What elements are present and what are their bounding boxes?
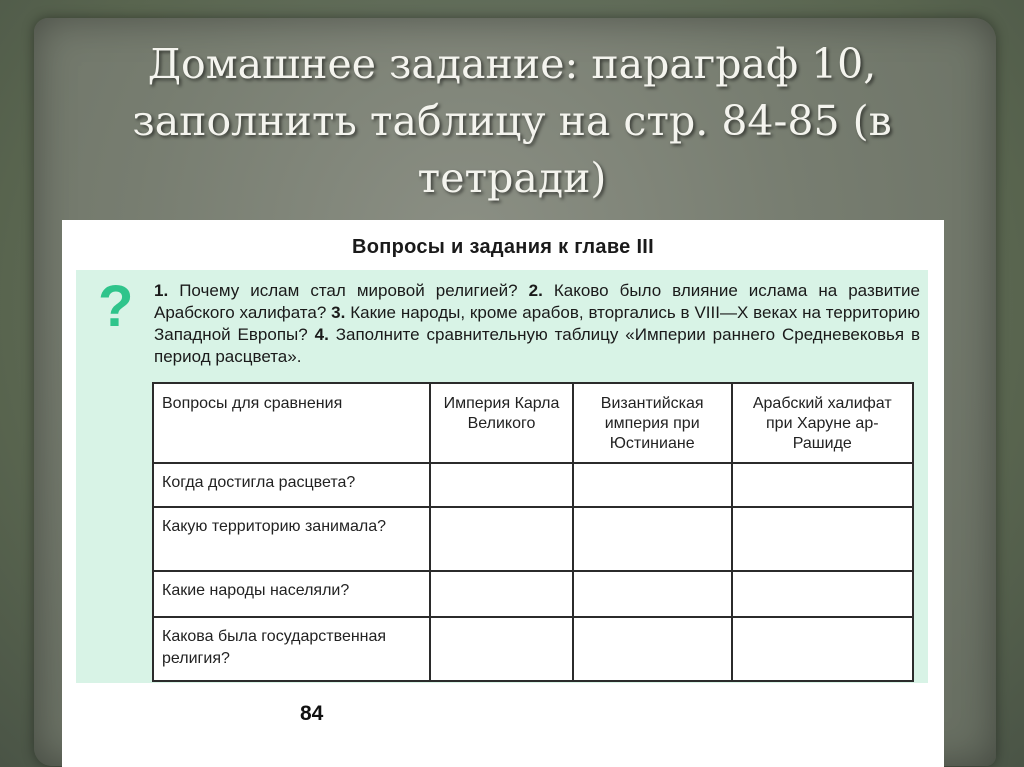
row-question-cell: Какую территорию занимала? bbox=[153, 507, 430, 571]
empty-cell bbox=[430, 617, 573, 681]
question-number: 1. bbox=[154, 281, 169, 300]
chapter-questions-heading: Вопросы и задания к главе III bbox=[351, 236, 655, 258]
table-header-row bbox=[153, 383, 913, 463]
page-number: 84 bbox=[300, 702, 324, 725]
table-header-cell: Вопросы для сравнения bbox=[153, 383, 430, 463]
slide-title-line-3: тетради) bbox=[417, 154, 607, 202]
question-text: Почему ислам стал мировой религией? bbox=[168, 281, 529, 300]
empty-cell bbox=[573, 463, 732, 507]
empty-cell bbox=[732, 507, 913, 571]
row-question-cell: Какие народы населяли? bbox=[153, 571, 430, 617]
question-text: Каково было влияние ислама на развитие Арабского халифата? bbox=[154, 281, 920, 322]
question-number: 4. bbox=[314, 325, 329, 344]
question-text: Какие народы, кроме арабов, вторгались в VIII—X веках на территорию Западной Европы? bbox=[154, 303, 921, 344]
table-row bbox=[153, 507, 913, 571]
empty-cell bbox=[573, 571, 732, 617]
table-row bbox=[153, 571, 913, 617]
empty-cell bbox=[430, 463, 573, 507]
empty-cell bbox=[430, 507, 573, 571]
table-row bbox=[153, 617, 913, 681]
empty-cell bbox=[732, 617, 913, 681]
task-box bbox=[76, 270, 928, 683]
empty-cell bbox=[732, 571, 913, 617]
empty-cell bbox=[732, 463, 913, 507]
question-text: Заполните сравнительную таблицу «Империи раннего Средневековья в период расцвета». bbox=[154, 325, 920, 366]
empty-cell bbox=[430, 571, 573, 617]
row-question-cell: Какова была государственная религия? bbox=[153, 617, 430, 681]
table-row bbox=[153, 463, 913, 507]
question-number: 3. bbox=[331, 303, 346, 322]
slide-title-line-2: заполнить таблицу на стр. 84-85 (в bbox=[132, 97, 892, 145]
table-header-cell: Византийская империя при Юстиниане bbox=[573, 383, 732, 463]
table-header-cell: Империя Карла Великого bbox=[430, 383, 573, 463]
slide-title-line-1: Домашнее задание: параграф 10, bbox=[147, 40, 877, 88]
textbook-page-image bbox=[62, 220, 944, 767]
task-text bbox=[154, 280, 920, 368]
question-number: 2. bbox=[528, 281, 543, 300]
table-header-cell: Арабский халифат при Харуне ар-Рашиде bbox=[732, 383, 913, 463]
question-mark-icon: ? bbox=[98, 274, 134, 339]
empty-cell bbox=[573, 617, 732, 681]
row-question-cell: Когда достигла расцвета? bbox=[153, 463, 430, 507]
empty-cell bbox=[573, 507, 732, 571]
comparison-table bbox=[152, 382, 914, 682]
slide-title bbox=[60, 36, 964, 207]
